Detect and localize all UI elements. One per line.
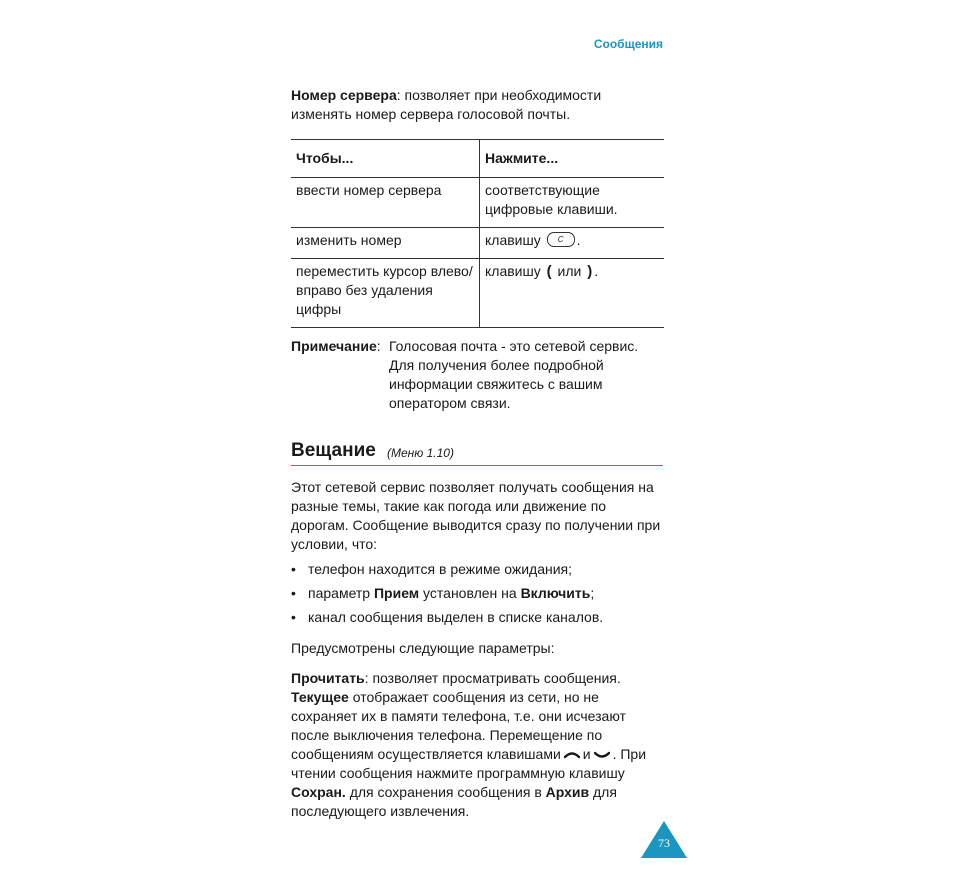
list-item-bold: Прием <box>373 585 420 601</box>
conditions-list <box>291 560 664 632</box>
and-word: и <box>582 746 591 762</box>
keys-prefix: клавишу <box>485 232 541 248</box>
read-text: : позволяет просматривать сообщения. <box>364 670 621 686</box>
archive-term: Архив <box>545 784 590 800</box>
read-text: для сохранения сообщения в <box>349 784 542 800</box>
keys-suffix: . <box>576 232 581 248</box>
section-heading <box>291 438 663 466</box>
list-item-text: канал сообщения выделен в списке каналов. <box>308 609 604 625</box>
left-key-icon: ( <box>546 263 552 280</box>
list-item <box>291 560 664 579</box>
clear-key-icon <box>547 232 575 247</box>
current-term: Текущее <box>291 689 349 705</box>
params-intro: Предусмотрены следующие параметры: <box>291 640 555 656</box>
intro-paragraph: Этот сетевой сервис позволяет получать сообщения на разные темы, такие как погода или движение по дорогам. Сообщение выводится сразу по получении при условии, что: <box>291 479 661 552</box>
list-item-text: телефон находится в режиме ожидания; <box>308 561 573 577</box>
bullet-icon: • <box>291 585 296 601</box>
list-item <box>291 584 664 603</box>
down-key-icon <box>594 751 610 759</box>
table-cell-keys <box>480 228 665 259</box>
table-cell-keys: соответствующие цифровые клавиши. <box>480 178 665 228</box>
read-text: отображает сообщения из сети, но не сохраняет их в памяти телефона, т.е. они исчезают после выключения телефона. Перемещение по сообщениям осуществляется клавишами <box>291 689 626 762</box>
server-number-term: Номер сервера <box>291 87 397 103</box>
right-key-icon: ) <box>587 263 593 280</box>
table-cell-action: ввести номер сервера <box>291 178 480 228</box>
read-text: . При чтении сообщения нажмите программную клавишу <box>291 746 647 781</box>
section-title: Вещание <box>291 440 376 461</box>
keys-table-header-row <box>291 140 664 178</box>
note-label-colon: : <box>376 338 381 354</box>
keys-table-header-keys: Нажмите... <box>480 140 665 178</box>
read-term: Прочитать <box>291 670 365 686</box>
table-row <box>291 259 664 328</box>
read-paragraph <box>291 669 664 821</box>
running-head: Сообщения <box>593 37 663 51</box>
or-word: или <box>557 263 582 279</box>
table-row <box>291 228 664 259</box>
list-item-text: параметр <box>308 585 374 601</box>
list-item-text: установлен на <box>419 585 521 601</box>
list-item <box>291 608 664 627</box>
up-key-icon <box>564 751 580 759</box>
page-number: 73 <box>658 836 670 850</box>
clear-key-label: C <box>557 234 564 244</box>
table-row <box>291 178 664 228</box>
note-label-text: Примечание <box>291 338 377 354</box>
note-label <box>291 337 381 356</box>
save-softkey-term: Сохран. <box>291 784 346 800</box>
bullet-icon: • <box>291 561 296 577</box>
table-cell-action: переместить курсор влево/вправо без удаления цифры <box>291 259 480 328</box>
bullet-icon: • <box>291 609 296 625</box>
read-text: для последующего извлечения. <box>291 784 617 819</box>
list-item-text: ; <box>590 585 595 601</box>
table-cell-keys <box>480 259 665 328</box>
keys-prefix: клавишу <box>485 263 541 279</box>
keys-table <box>291 139 664 328</box>
server-number-text: : позволяет при необходимости изменять номер сервера голосовой почты. <box>291 87 602 122</box>
keys-suffix: . <box>594 263 599 279</box>
server-number-paragraph <box>291 86 664 124</box>
list-item-bold: Включить <box>520 585 591 601</box>
page-number-badge <box>641 821 687 858</box>
note-text: Голосовая почта - это сетевой сервис. Для получения более подробной информации свяжитесь с вашим оператором связи. <box>389 338 639 411</box>
keys-table-header-action: Чтобы... <box>291 140 480 178</box>
table-cell-action: изменить номер <box>291 228 480 259</box>
section-menu-ref: (Меню 1.10) <box>387 446 454 460</box>
